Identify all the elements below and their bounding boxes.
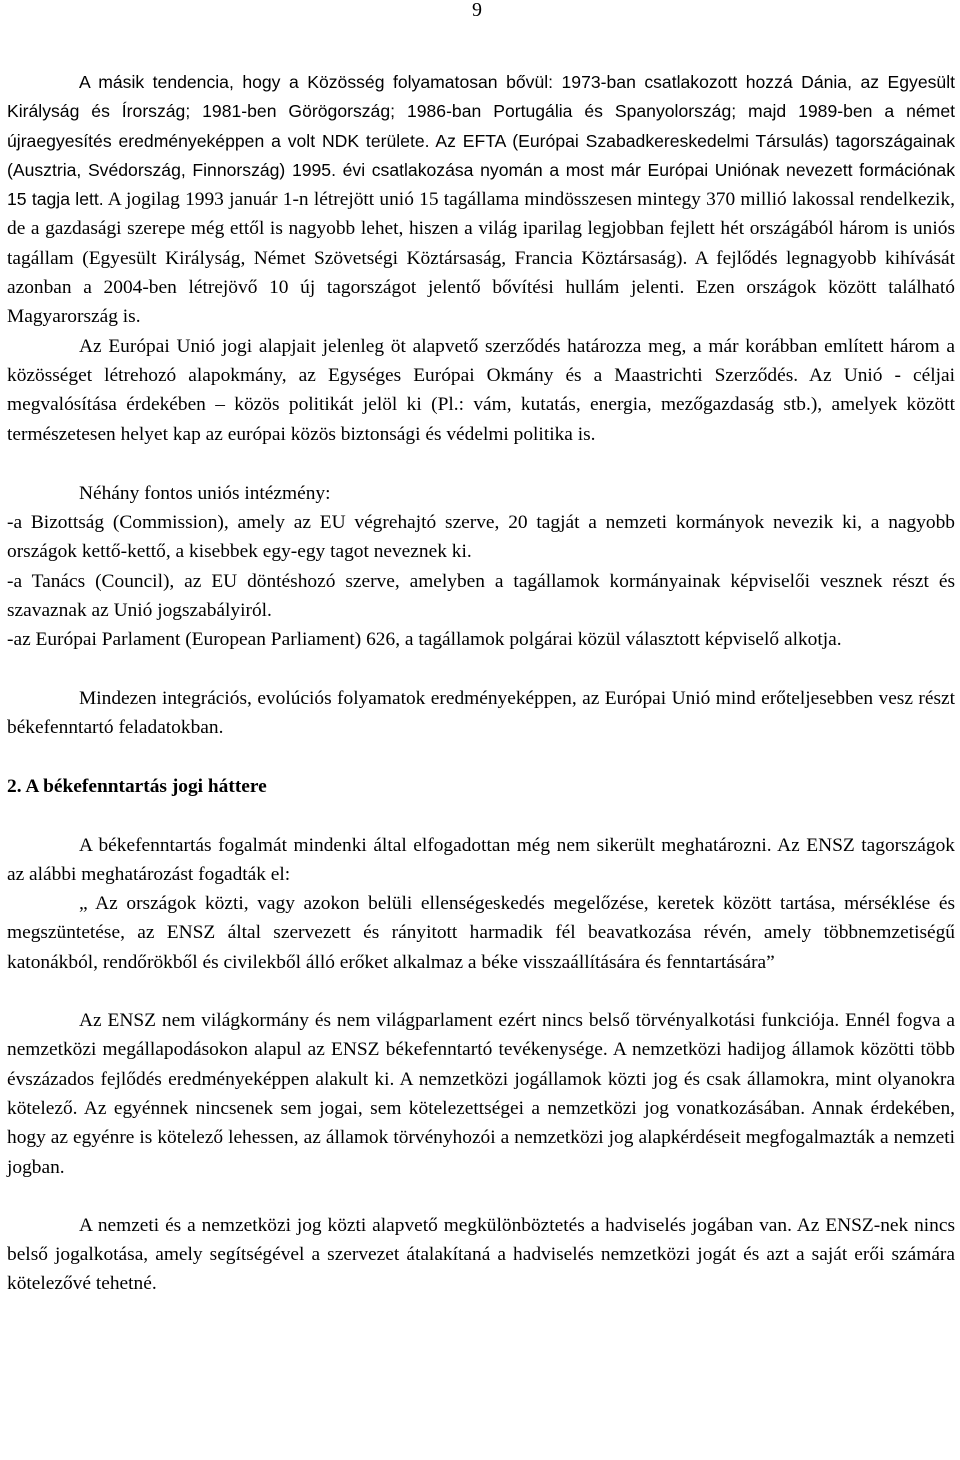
page-content <box>7 68 955 1299</box>
section-heading: 2. A békefenntartás jogi háttere <box>7 776 267 798</box>
paragraph-peacekeeping-definition: A békefenntartás fogalmát mindenki által elfogadottan még nem sikerült meghatározni. Az ENSZ tagországok az alábbi meghatározást fogadták el: <box>7 834 955 885</box>
institution-item-commission: -a Bizottság (Commission), amely az EU végrehajtó szerve, 20 tagját a nemzeti kormányok nevezik ki, a nagyobb országok kettő-kettő, a kisebbek egy-egy tagot neveznek ki. <box>7 512 955 563</box>
paragraph-peacekeeping-role: Mindezen integrációs, evolúciós folyamatok eredményeképpen, az Európai Unió mind erőteljesebben vesz részt békefenntartó feladatokban. <box>7 687 955 738</box>
institution-item-council: -a Tanács (Council), az EU döntéshozó szerve, amelyben a tagállamok kormányainak képviselői vesznek részt és szavaznak az Unió jogszabályiról. <box>7 570 955 622</box>
paragraph-warfare-law: A nemzeti és a nemzetközi jog közti alapvető megkülönböztetés a hadviselés jogában van. Az ENSZ-nek nincs belső jogalkotása, amely segítségével a szervezet átalakítaná a hadviselés nemzetközi jogát és azt a saját erői számára kötelezővé tehetné. <box>7 1214 955 1295</box>
paragraph-un-legal-basis: Az ENSZ nem világkormány és nem világparlament ezért nincs belső törvényalkotási funkciója. Ennél fogva a nemzetközi megállapodásokon alapul az ENSZ békefenntartó tevékenysége. A nemzetközi hadijog államok közötti több évszázados fejlődés eredményeképpen alakult ki. A nemzetközi jogállamok közti jog és csak államokra, mint olyanokra kötelező. Az egyénnek nincsenek sem jogai, sem kötelezettségei a nemzetközi jog vonatkozásában. Annak érdekében, hogy az egyénre is kötelező lehessen, az államok törvényhozói a nemzetközi jog alapkérdéseit megfogalmazták a nemzeti jogban. <box>7 1010 955 1178</box>
page-number: 9 <box>472 0 482 21</box>
institution-item-parliament: -az Európai Parlament (European Parliament) 626, a tagállamok polgárai közül választott képviselő alkotja. <box>7 629 842 651</box>
paragraph-eu-enlargement-part3: A fejlődés legnagyobb kihívását azonban a 2004-ben létrejövő 10 új tagországot jelentő bővítési hullám jelenti. Ezen országok között található Magyarország is. <box>7 247 956 328</box>
paragraph-eu-enlargement-part2: A jogilag 1993 január 1-n létrejött unió 15 tagállama mindösszesen mintegy 370 millió lakossal rendelkezik, de a gazdasági szerepe még ettől is nagyobb lehet, hiszen a világ iparilag legjobban fejlett hét országából három is uniós tagállam (Egyesült Királyság, Német Szövetségi Köztársaság, Francia Köztársaság). <box>7 189 955 269</box>
institutions-intro: Néhány fontos uniós intézmény: <box>79 482 331 504</box>
paragraph-eu-legal-basis: Az Európai Unió jogi alapjait jelenleg öt alapvető szerződés határozza meg, a már korábban említett három a közösséget létrehozó alapokmány, az Egységes Európai Okmány és a Maastrichti Szerződés. Az Unió - céljai megvalósítása érdekében – közös politikát jelöl ki (Pl.: vám, kutatás, energia, mezőgazdaság stb.), amelyek között természetesen helyet kap az európai közös biztonsági és védelmi politika is. <box>7 335 955 445</box>
paragraph-eu-enlargement <box>7 68 955 332</box>
paragraph-eu-enlargement-part1: A másik tendencia, hogy a Közösség folyamatosan bővül: 1973-ban csatlakozott hozzá Dánia, az Egyesült Királyság és Írország; 1981-ben Görögország; 1986-ban Portugália és Spanyolország; majd 1989-ben a német újraegyesítés eredményeképpen a volt NDK területe. Az EFTA (Európai Szabadkereskedelmi Társulás) tagországainak (Ausztria, Svédország, Finnország) 1995. évi csatlakozása nyomán a most már Európai Uniónak nevezett formációnak 15 tagja lett. <box>7 72 955 210</box>
un-definition-quote: „ Az országok közti, vagy azokon belüli ellenségeskedés megelőzése, keretek között tartása, mérséklése és megszüntetése, az ENSZ által szervezett és rányitott harmadik fél beavatkozása révén, amely többnemzetiségű katonákból, rendőrökből és civilekből álló erőket alkalmaz a béke visszaállítására és fenntartására” <box>7 893 955 973</box>
